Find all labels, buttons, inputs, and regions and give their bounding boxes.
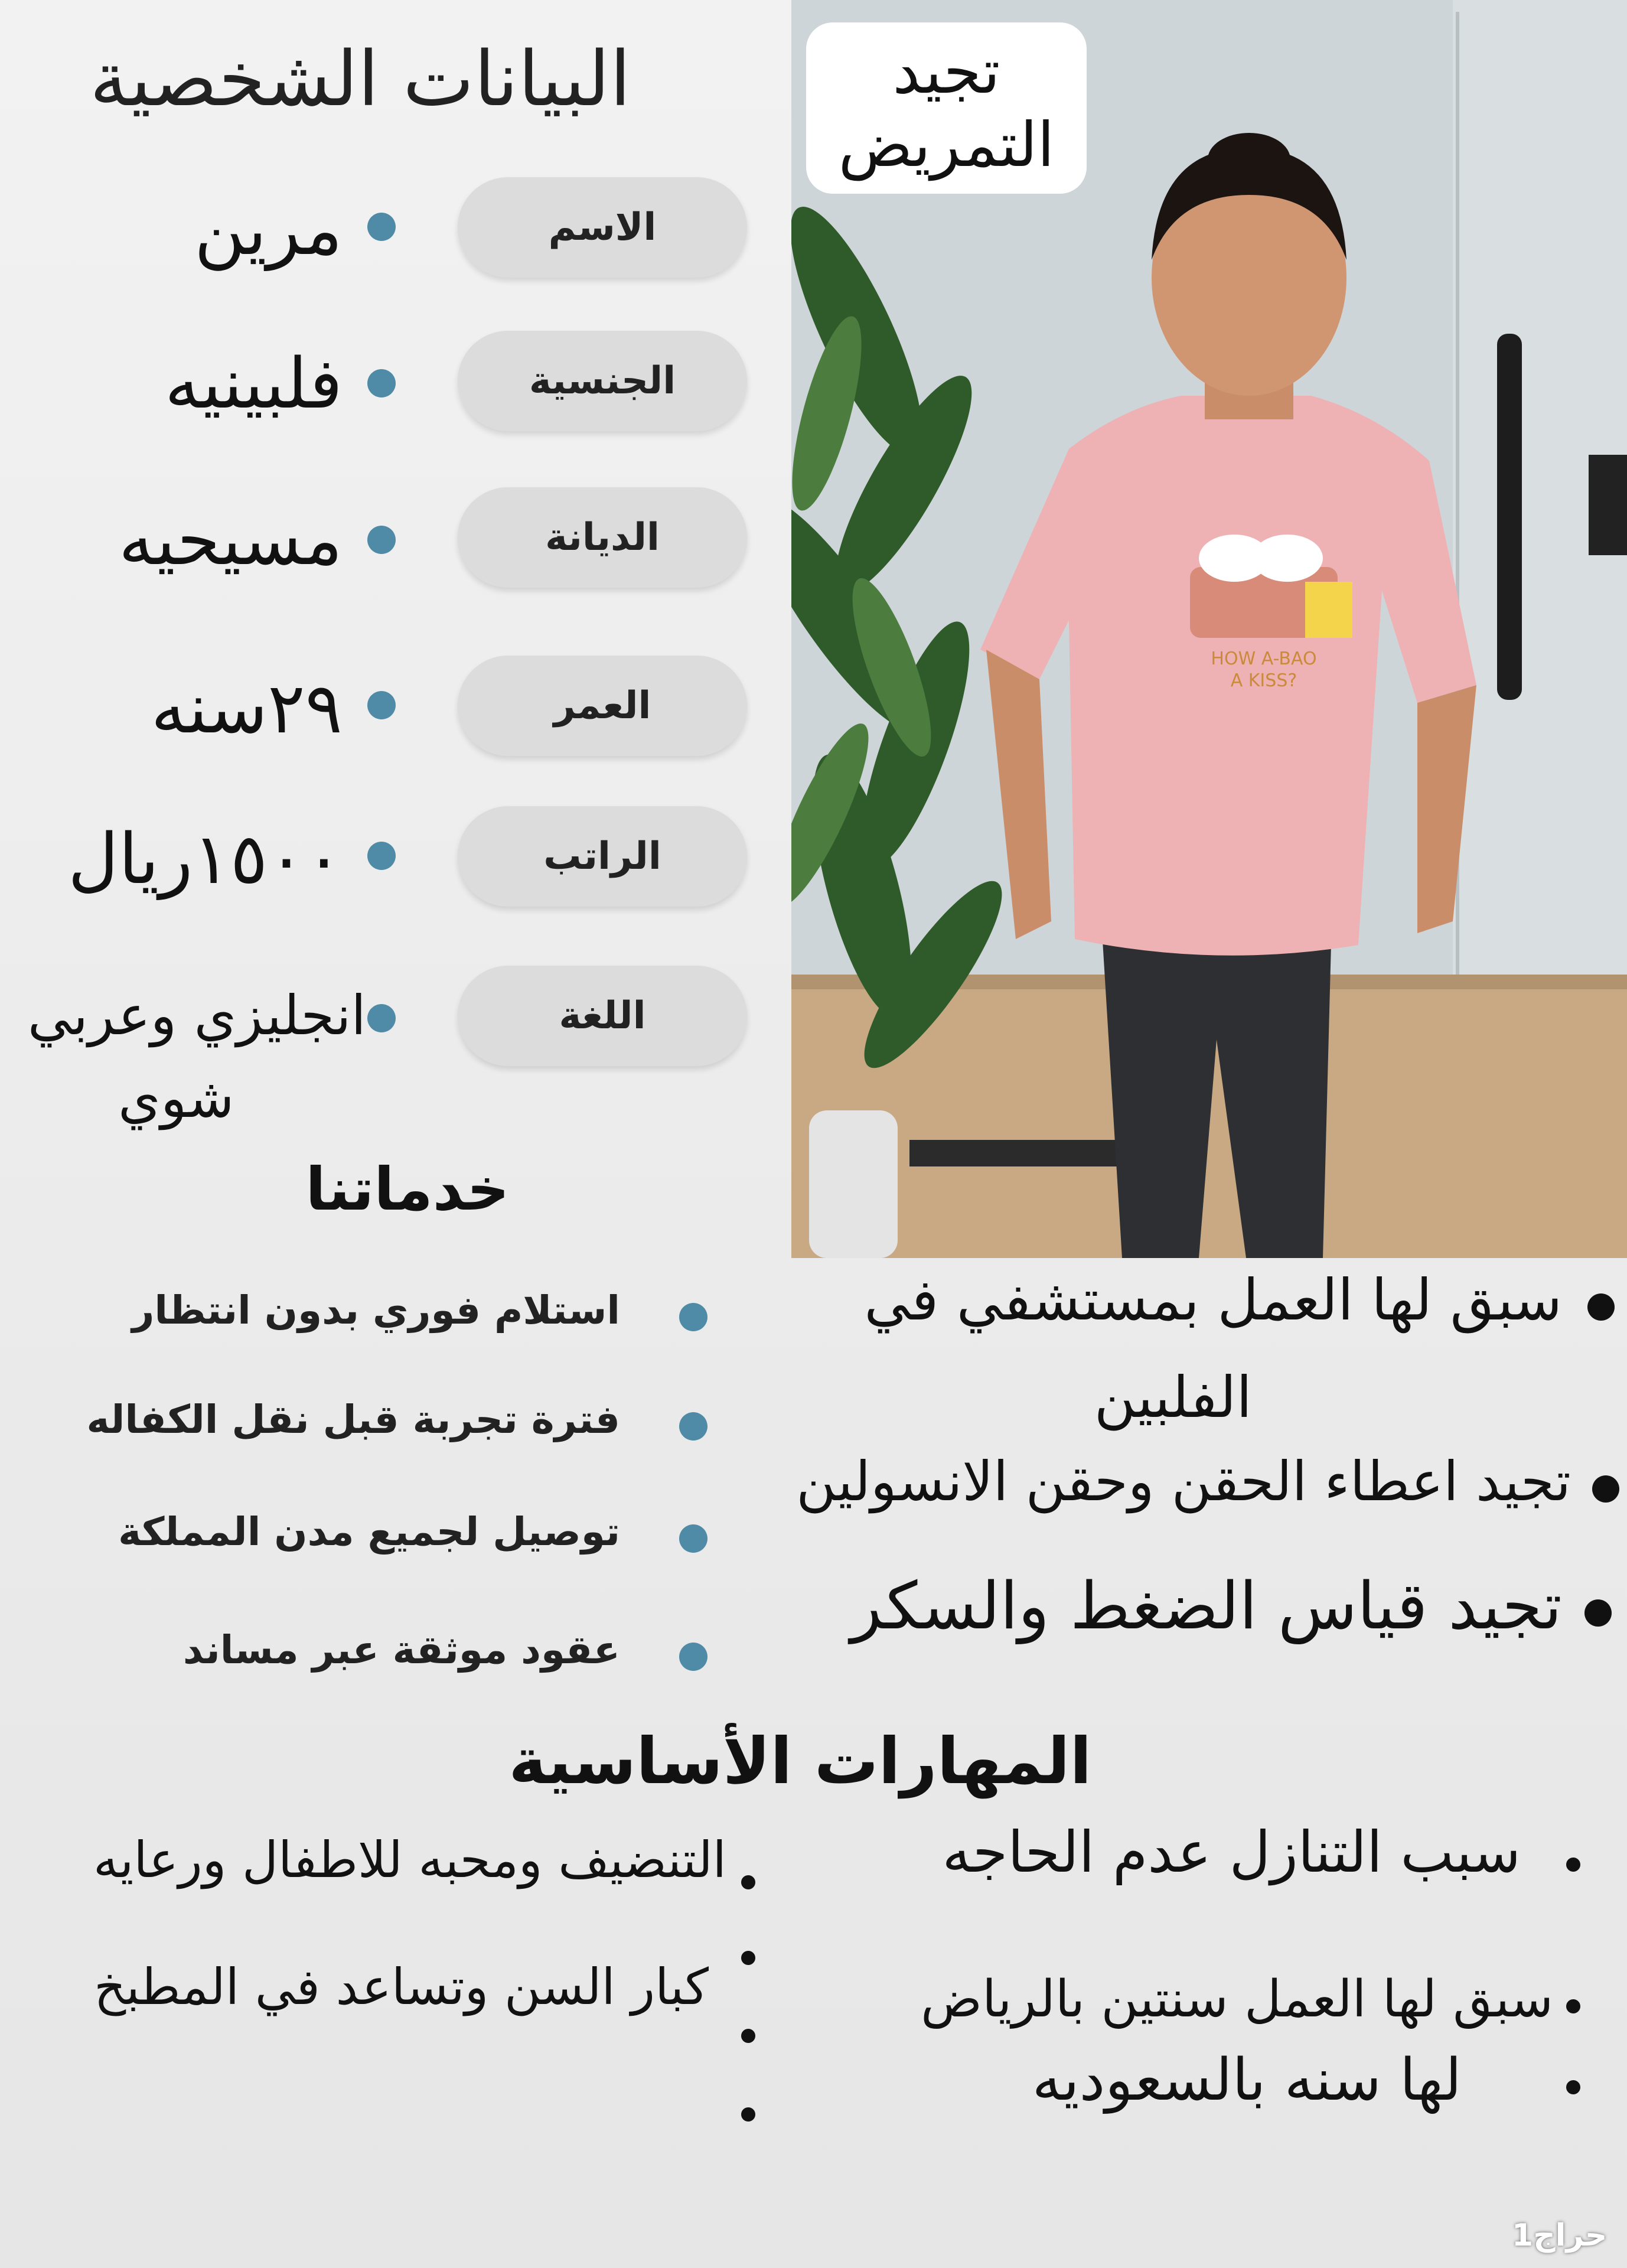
services-title: خدماتنا — [305, 1155, 510, 1224]
personal-row-age — [0, 656, 768, 768]
bullet-dot — [1566, 1858, 1580, 1872]
experience-item-2: تجيد اعطاء الحقن وحقن الانسولين — [796, 1450, 1571, 1513]
nursing-badge — [806, 22, 1087, 194]
value-name: مرين — [194, 189, 343, 271]
value-language — [6, 975, 366, 1140]
experience-item-1-line2: الفلبين — [1094, 1364, 1252, 1430]
service-item — [0, 1282, 738, 1353]
service-item — [0, 1391, 738, 1462]
bullet-dot — [679, 1303, 707, 1331]
personal-row-salary — [0, 806, 768, 918]
bullet-dot — [1566, 1999, 1580, 2013]
service-text: فترة تجربة قبل نقل الكفاله — [86, 1397, 620, 1442]
bullet-dot — [367, 369, 396, 397]
bullet-dot — [1566, 2080, 1580, 2094]
shirt-text-line1: HOW A-BAO — [1211, 649, 1317, 669]
bullet-dot — [741, 1875, 755, 1889]
label-pill-name: الاسم — [458, 177, 747, 278]
bullet-dot — [679, 1412, 707, 1441]
value-language-line1: انجليزي وعربي — [27, 984, 366, 1047]
bullet-dot — [367, 526, 396, 554]
bullet-dot — [367, 691, 396, 719]
value-nationality: فلبينيه — [164, 343, 343, 424]
label-pill-salary: الراتب — [458, 806, 747, 907]
experience-item-3: تجيد قياس الضغط والسكر — [850, 1568, 1562, 1644]
skills-right-item-2: سبق لها العمل سنتين بالرياض — [921, 1970, 1553, 2029]
skills-right-item-3: لها سنه بالسعوديه — [1032, 2047, 1462, 2114]
bullet-dot — [741, 2107, 755, 2122]
skills-title: المهارات الأساسية — [508, 1725, 1092, 1798]
personal-row-religion — [0, 487, 768, 599]
bullet-dot — [367, 1004, 396, 1032]
bullet-dot — [741, 1951, 755, 1965]
watermark: حراج1 — [1512, 2218, 1608, 2253]
label-pill-nationality: الجنسية — [458, 331, 747, 431]
personal-data-title: البيانات الشخصية — [89, 35, 631, 123]
value-salary: ١٥٠٠ريال — [67, 818, 343, 900]
bullet-dot — [679, 1524, 707, 1553]
badge-line2: التمريض — [838, 109, 1055, 181]
service-text: عقود موثقة عبر مساند — [182, 1627, 620, 1673]
bullet-dot — [367, 842, 396, 870]
bullet-dot — [1587, 1293, 1615, 1321]
value-language-line2: شوي — [118, 1067, 234, 1130]
experience-item-1-line1: سبق لها العمل بمستشفي في — [864, 1267, 1562, 1333]
skills-left-line2: كبار السن وتساعد في المطبخ — [94, 1958, 709, 2016]
service-text: توصيل لجميع مدن المملكة — [118, 1509, 620, 1555]
service-item — [0, 1503, 738, 1574]
label-pill-language: اللغة — [458, 966, 747, 1066]
value-religion: مسيحيه — [118, 499, 343, 581]
bullet-dot — [741, 2029, 755, 2043]
service-text: استلام فوري بدون انتظار — [132, 1288, 620, 1333]
skills-right-item-1: سبب التنازل عدم الحاجه — [942, 1819, 1521, 1885]
bullet-dot — [1584, 1599, 1612, 1627]
personal-row-name — [0, 177, 768, 289]
bullet-dot — [367, 213, 396, 241]
label-pill-religion: الديانة — [458, 487, 747, 588]
badge-line1: تجيد — [892, 35, 1000, 107]
bullet-dot — [679, 1643, 707, 1671]
shirt-text-line2: A KISS? — [1230, 670, 1297, 691]
personal-row-nationality — [0, 331, 768, 443]
bullet-dot — [1592, 1475, 1619, 1503]
service-item — [0, 1621, 738, 1692]
label-pill-age: العمر — [458, 656, 747, 756]
value-age: ٢٩سنه — [151, 667, 343, 749]
skills-left-line1: التنضيف ومحبه للاطفال ورعايه — [93, 1831, 726, 1889]
